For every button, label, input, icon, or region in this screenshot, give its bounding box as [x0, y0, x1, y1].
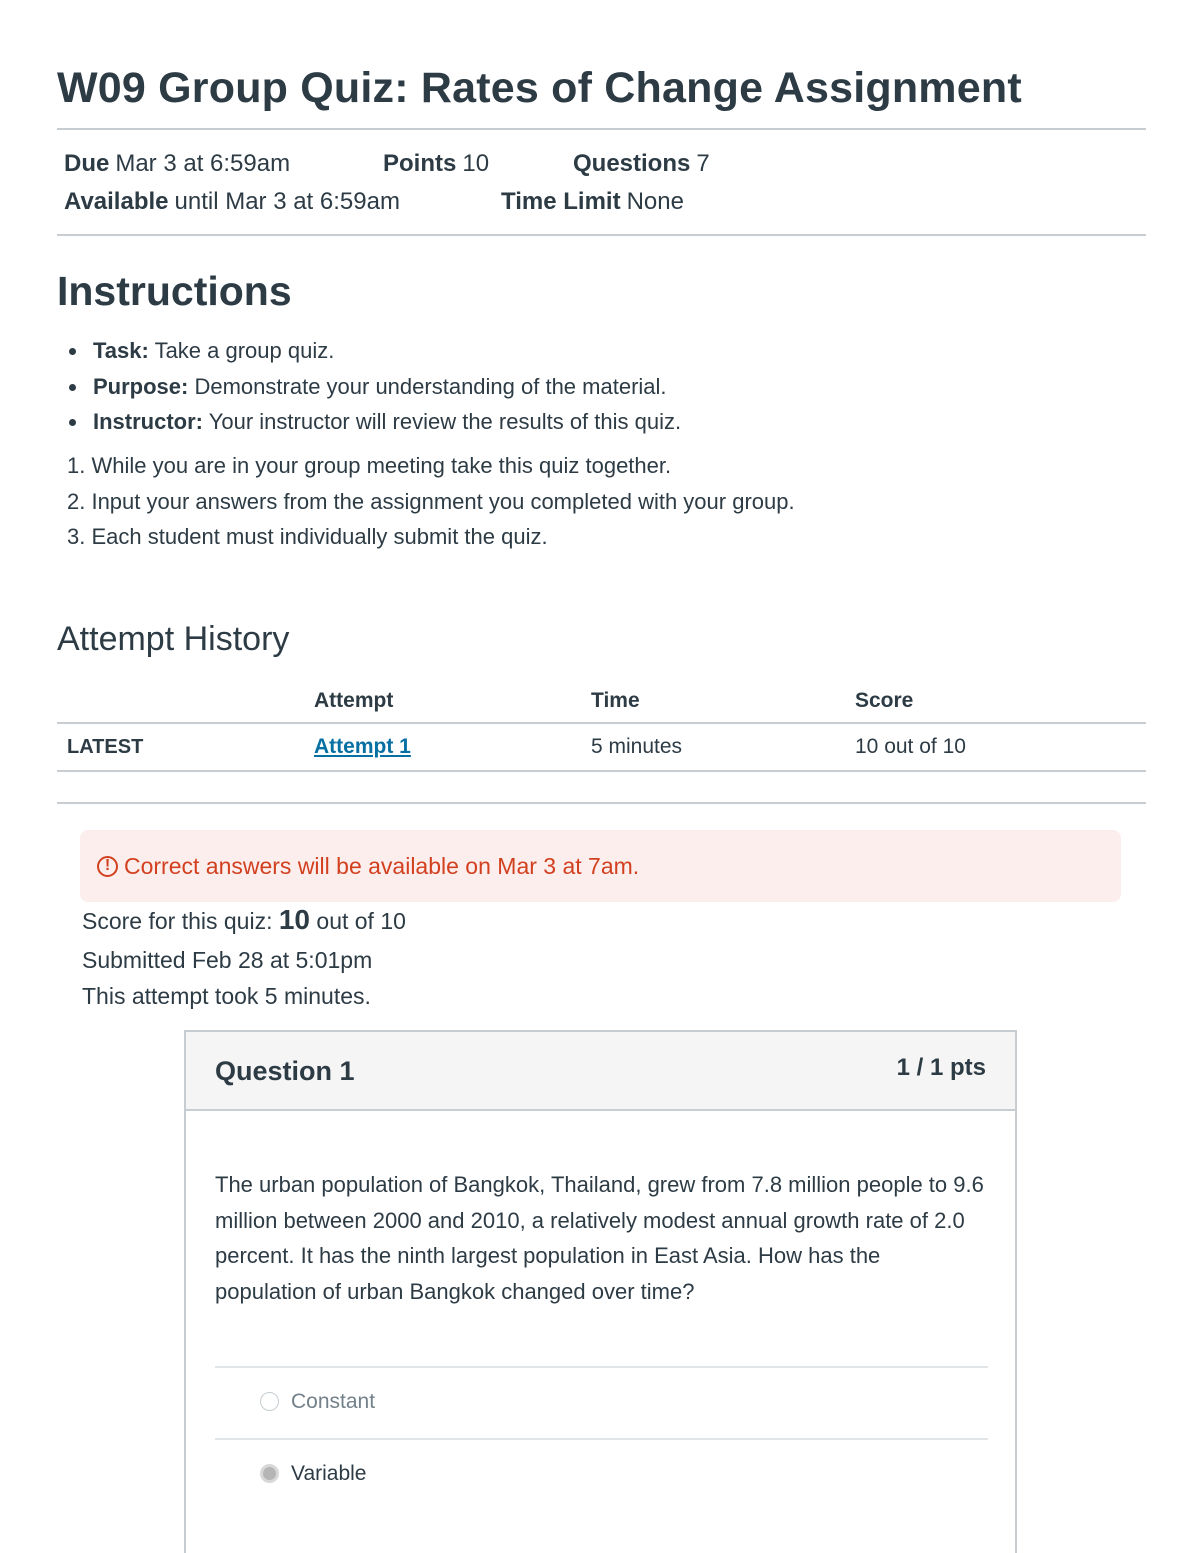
due-value: Mar 3 at 6:59am	[115, 150, 291, 177]
score-cell: 10 out of 10	[855, 723, 1146, 771]
bullet-label: Instructor:	[93, 409, 203, 434]
due-label: Due	[64, 150, 110, 177]
correct-answers-alert	[80, 830, 1121, 902]
score-prefix: Score for this quiz:	[82, 908, 273, 934]
instruction-bullet	[57, 407, 681, 443]
time-limit	[501, 188, 684, 216]
table-row	[57, 723, 1146, 771]
points-value: 10	[462, 150, 490, 177]
points-label: Points	[383, 150, 457, 177]
latest-tag: LATEST	[57, 723, 314, 771]
page-title: W09 Group Quiz: Rates of Change Assignment	[57, 64, 1022, 112]
answer-label: Variable	[291, 1462, 367, 1485]
bullet-text: Your instructor will review the results of this quiz.	[208, 409, 682, 434]
alert-text: Correct answers will be available on Mar 3 at 7am.	[124, 852, 640, 879]
score-value: 10	[278, 904, 311, 935]
instruction-step: 1. While you are in your group meeting take this quiz together.	[67, 453, 672, 478]
divider	[57, 802, 1146, 804]
attempt-duration: This attempt took 5 minutes.	[82, 983, 371, 1009]
attempt-cell	[314, 723, 591, 771]
quiz-score	[82, 904, 406, 936]
instruction-bullet	[57, 372, 681, 408]
bullet-label: Task:	[93, 338, 149, 363]
instruction-step: 2. Input your answers from the assignment you completed with your group.	[67, 488, 795, 514]
table-header-row	[57, 680, 1146, 723]
bullet-label: Purpose:	[93, 373, 189, 399]
available-until	[64, 188, 400, 216]
answer-list	[215, 1366, 988, 1510]
column-header-score: Score	[855, 680, 1146, 723]
instructions-bullet-list	[57, 336, 681, 443]
column-header	[57, 680, 314, 723]
questions-label: Questions	[573, 150, 691, 177]
instruction-step: 3. Each student must individually submit the quiz.	[67, 524, 548, 549]
instruction-bullet	[57, 336, 681, 372]
attempt-history-heading: Attempt History	[57, 620, 290, 658]
question-card	[184, 1030, 1017, 1553]
instructions-heading: Instructions	[57, 268, 292, 314]
answer-option-variable[interactable]	[215, 1438, 988, 1510]
instructions-step-list	[57, 451, 795, 558]
bullet-text: Demonstrate your understanding of the material.	[194, 373, 667, 399]
attempt-link[interactable]: Attempt 1	[314, 735, 411, 758]
attempt-history-table	[57, 680, 1146, 772]
question-points: 1 / 1 pts	[896, 1054, 986, 1081]
questions-value: 7	[696, 150, 710, 177]
answer-label: Constant	[291, 1390, 376, 1413]
time-limit-label: Time Limit	[501, 188, 621, 215]
questions-count	[573, 150, 710, 178]
due-date	[64, 150, 290, 178]
alert-circle-icon: !	[97, 856, 118, 877]
score-suffix: out of 10	[316, 908, 406, 934]
bullet-text: Take a group quiz.	[154, 338, 335, 363]
question-header	[186, 1032, 1015, 1111]
available-label: Available	[64, 188, 169, 215]
time-limit-value: None	[626, 188, 684, 215]
submitted-time: Submitted Feb 28 at 5:01pm	[82, 947, 373, 973]
divider	[57, 128, 1146, 130]
answer-option-constant[interactable]	[215, 1366, 988, 1438]
question-text: The urban population of Bangkok, Thailand, grew from 7.8 million people to 9.6 million between 2000 and 2010, a relatively modest annual growth rate of 2.0 percent. It has the ninth largest population in East Asia. How has the population of urban Bangkok changed over time?	[215, 1172, 984, 1304]
points	[383, 150, 489, 178]
radio-unselected-icon[interactable]	[260, 1392, 279, 1411]
column-header-time: Time	[591, 680, 855, 723]
question-title: Question 1	[215, 1056, 355, 1086]
time-cell: 5 minutes	[591, 723, 855, 771]
divider	[57, 234, 1146, 236]
column-header-attempt: Attempt	[314, 680, 591, 723]
available-value: until Mar 3 at 6:59am	[174, 188, 400, 215]
radio-selected-icon[interactable]	[260, 1464, 279, 1483]
